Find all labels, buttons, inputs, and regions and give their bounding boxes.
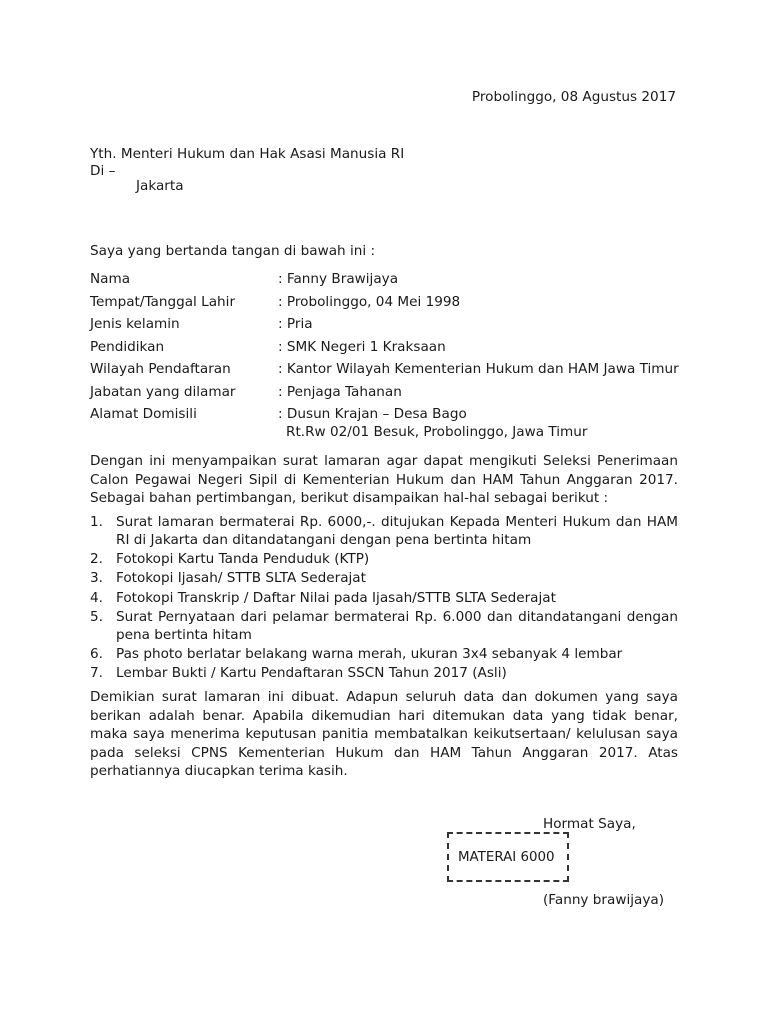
identity-row-education [90,338,690,361]
recipient-line-3: Jakarta [136,178,184,194]
closing-salutation: Hormat Saya, [543,816,636,832]
identity-label: Jenis kelamin [90,316,180,332]
identity-row-region [90,360,690,383]
identity-address-line-2: Rt.Rw 02/01 Besuk, Probolinggo, Jawa Timur [286,423,588,440]
intro-sentence: Saya yang bertanda tangan di bawah ini : [90,243,376,259]
recipient-line-2: Di – [90,163,116,179]
identity-label: Wilayah Pendaftaran [90,361,231,377]
list-item [90,550,678,568]
identity-label: Nama [90,271,131,287]
list-text: Fotokopi Kartu Tanda Penduduk (KTP) [116,551,370,568]
stamp-label: MATERAI 6000 [458,850,555,865]
identity-table [90,270,690,441]
identity-value: : Fanny Brawijaya [278,271,399,287]
list-text: Fotokopi Transkrip / Daftar Nilai pada Ijasah/STTB SLTA Sederajat [116,589,556,606]
list-number: 5. [90,608,103,625]
identity-row-gender [90,315,690,338]
list-item [90,589,678,607]
letter-date: Probolinggo, 08 Agustus 2017 [471,89,676,105]
body-paragraph-2: Demikian surat lamaran ini dibuat. Adapun seluruh data dan dokumen yang saya berikan adalah benar. Apabila dikemudian hari ditemukan data yang tidak benar, maka saya menerima keputusan panitia membatalkan keikutsertaan/ kelulusan saya pada seleksi CPNS Kementerian Hukum dan HAM Tahun Anggaran 2017. Atas perhatiannya diucapkan terima kasih. [90,689,678,779]
identity-value: : Probolinggo, 04 Mei 1998 [278,293,461,310]
list-number: 3. [90,570,103,587]
list-number: 6. [90,645,103,662]
list-number: 4. [90,589,103,606]
identity-label: Tempat/Tanggal Lahir [90,293,236,310]
list-item [90,645,678,663]
list-text: Pas photo berlatar belakang warna merah, ukuran 3x4 sebanyak 4 lembar [116,645,623,662]
identity-row-position [90,383,690,406]
identity-row-birth [90,293,690,316]
list-item [90,569,678,587]
list-text: Surat Pernyataan dari pelamar bermaterai Rp. 6.000 dan ditandatangani dengan pena bertinta hitam [116,608,678,643]
list-number: 2. [90,551,103,568]
identity-value: : Pria [278,316,313,332]
identity-label: Alamat Domisili [90,406,197,422]
identity-value: : Penjaga Tahanan [278,383,402,400]
list-item [90,513,678,549]
identity-label: Jabatan yang dilamar [90,383,236,400]
identity-value: : SMK Negeri 1 Kraksaan [278,338,446,355]
list-text: Surat lamaran bermaterai Rp. 6000,-. ditujukan Kepada Menteri Hukum dan HAM RI di Jakarta dan ditandatangani dengan pena bertinta hitam [116,514,678,548]
signer-name: (Fanny brawijaya) [543,892,665,908]
list-item [90,608,678,644]
document-list [90,513,678,683]
recipient-line-1: Yth. Menteri Hukum dan Hak Asasi Manusia RI [90,146,405,162]
identity-value: : Kantor Wilayah Kementerian Hukum dan HAM Jawa Timur [278,361,679,377]
list-number: 1. [90,514,103,530]
stamp-box [447,832,569,882]
list-number: 7. [90,665,103,682]
identity-value: : Dusun Krajan – Desa Bago [278,406,467,422]
identity-row-name [90,270,690,293]
list-text: Lembar Bukti / Kartu Pendaftaran SSCN Tahun 2017 (Asli) [116,665,507,682]
body-paragraph-1: Dengan ini menyampaikan surat lamaran agar dapat mengikuti Seleksi Penerimaan Calon Pegawai Negeri Sipil di Kementerian Hukum dan HAM Tahun Anggaran 2017. Sebagai bahan pertimbangan, berikut disampaikan hal-hal sebagai berikut : [90,453,678,506]
list-text: Fotokopi Ijasah/ STTB SLTA Sederajat [116,570,366,587]
identity-label: Pendidikan [90,338,165,355]
list-item [90,664,678,682]
